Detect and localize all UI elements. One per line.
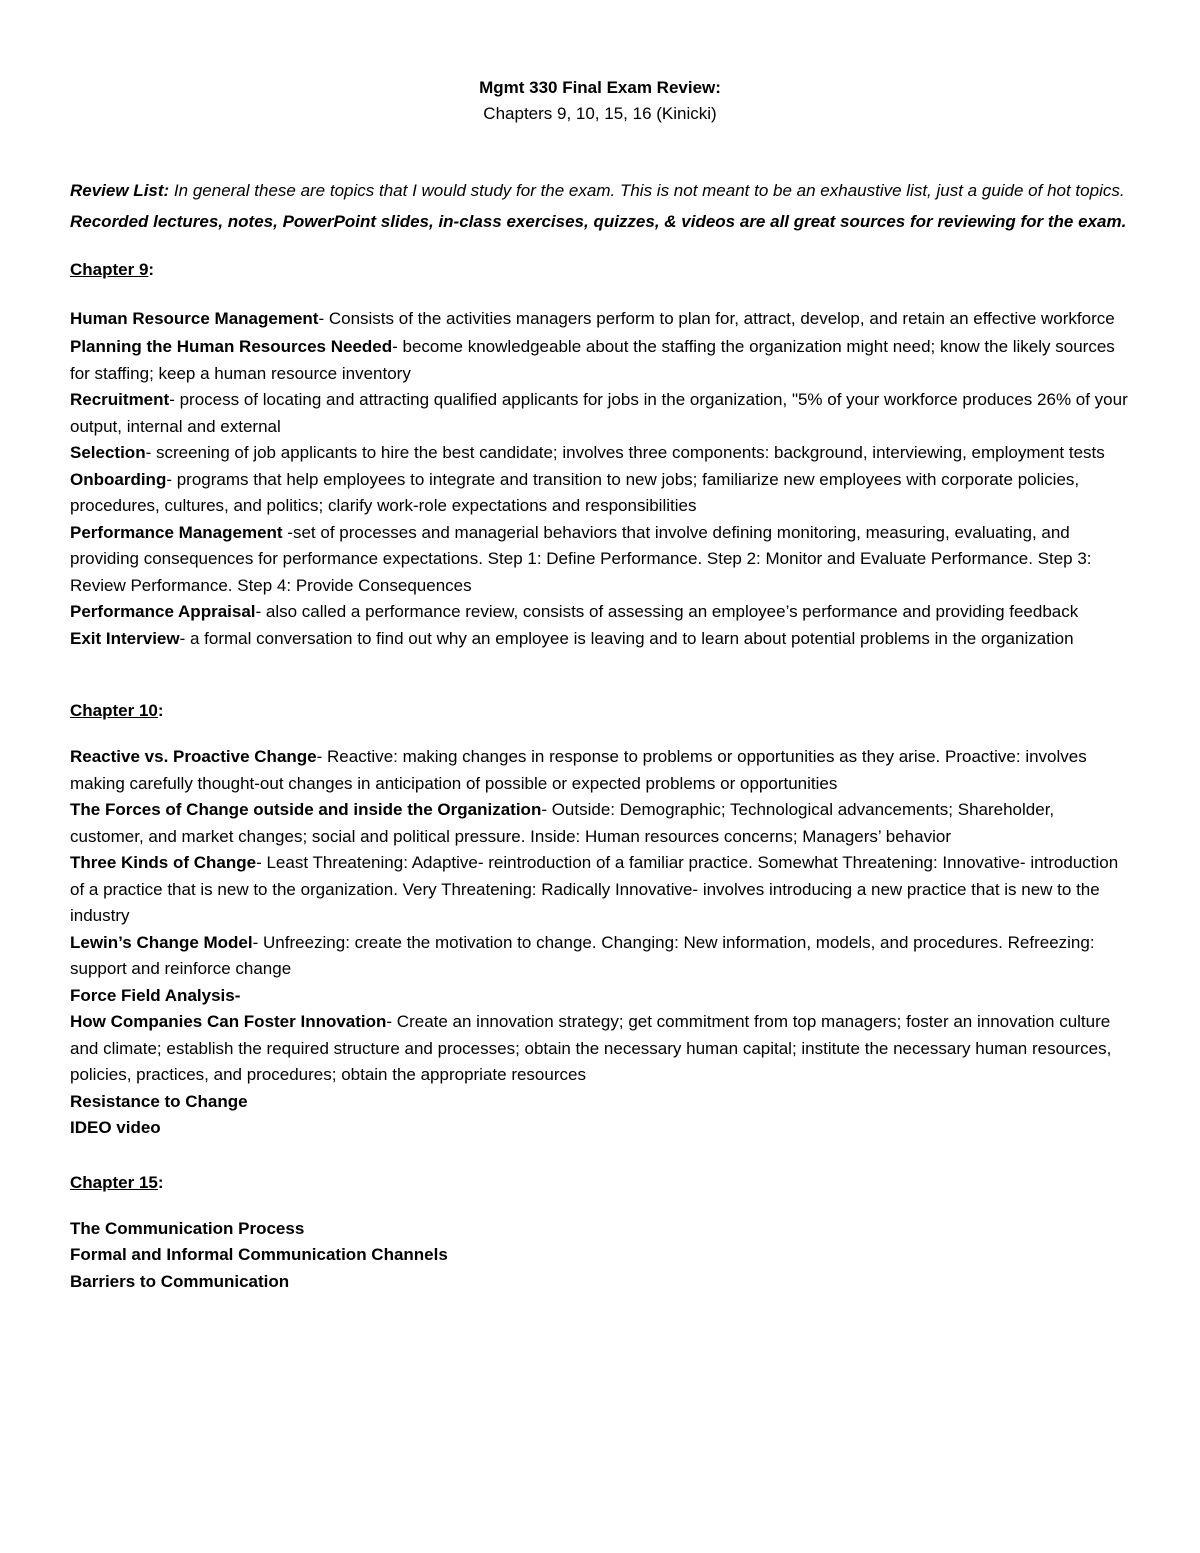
- review-list-label: Review List:: [70, 181, 170, 200]
- chapter-15-heading: [70, 1170, 1130, 1196]
- topic-term: Formal and Informal Communication Channels: [70, 1245, 448, 1264]
- topic-term: IDEO video: [70, 1118, 161, 1137]
- topic-definition: - Outside: Demographic; Technological advancements; Shareholder, customer, and market changes; social and political pressure. Inside: Human resources concerns; Managers’ behavior: [70, 800, 1055, 846]
- review-list-text: In general these are topics that I would study for the exam. This is not meant to be an exhaustive list, just a guide of hot topics.: [169, 181, 1125, 200]
- chapter-9-heading: [70, 257, 1130, 283]
- topic-definition: - programs that help employees to integrate and transition to new jobs; familiarize new employees with corporate policies, procedures, cultures, and politics; clarify work-role expectations and responsibilities: [70, 469, 1080, 515]
- topic-term: The Communication Process: [70, 1218, 305, 1238]
- chapter-heading-colon: :: [157, 1172, 164, 1192]
- topic-entry: [70, 930, 1130, 983]
- topic-definition: - Consists of the activities managers perform to plan for, attract, develop, and retain an effective workforce: [318, 309, 1115, 328]
- topic-entry: [70, 1242, 1130, 1269]
- topic-entry: [70, 599, 1130, 626]
- topic-term: Onboarding: [70, 469, 167, 489]
- topic-definition: - Create an innovation strategy; get commitment from top managers; foster an innovation culture and climate; establish the required structure and processes; obtain the necessary human capital; institute the necessary human resources, policies, practices, and procedures; obtain the appropriate resources: [70, 1012, 1112, 1084]
- topic-term: Three Kinds of Change: [70, 853, 257, 872]
- topic-entry: [70, 850, 1130, 930]
- topic-entry: [70, 744, 1130, 797]
- chapter-heading-text: Chapter 15: [70, 1172, 158, 1192]
- topic-term: Human Resource Management: [70, 309, 319, 328]
- topic-term: How Companies Can Foster Innovation: [70, 1012, 387, 1031]
- topic-term: Recruitment: [70, 390, 170, 409]
- topic-definition: - also called a performance review, consists of assessing an employee’s performance and providing feedback: [255, 602, 1079, 621]
- topic-term: Selection: [70, 443, 146, 462]
- chapter-heading-colon: :: [157, 701, 164, 720]
- review-list-sources: Recorded lectures, notes, PowerPoint slides, in-class exercises, quizzes, & videos are all great sources for reviewing for the exam.: [70, 212, 1127, 231]
- topic-entry: [70, 303, 1130, 334]
- topic-definition: - become knowledgeable about the staffing the organization might need; know the likely sources for staffing; keep a human resource inventory: [70, 337, 1115, 383]
- topic-entry: [70, 387, 1130, 440]
- topic-entry: [70, 1216, 1130, 1243]
- topic-term: Planning the Human Resources Needed: [70, 337, 393, 356]
- chapter-heading-text: Chapter 10: [70, 701, 158, 720]
- chapter-heading-text: Chapter 9: [70, 260, 149, 279]
- topic-definition: -set of processes and managerial behaviors that involve defining monitoring, measuring, evaluating, and providing consequences for performance expectations. Step 1: Define Performance. Step 2: Monitor and Evaluate Performance. Step 3: Review Performance. Step 4: Provide Consequences: [70, 522, 1092, 595]
- topic-term: Resistance to Change: [70, 1091, 248, 1111]
- chapter-15-topics: [70, 1216, 1130, 1296]
- topic-entry: [70, 467, 1130, 520]
- topic-term: Force Field Analysis-: [70, 985, 241, 1005]
- topic-definition: - Least Threatening: Adaptive- reintroduction of a familiar practice. Somewhat Threatening: Innovative- introduction of a practice that is new to the organization. Very Threatening: Radically Innovative- involves introducing a new practice that is new to the industry: [70, 853, 1119, 925]
- topic-entry: [70, 1089, 1130, 1116]
- topic-term: Reactive vs. Proactive Change: [70, 747, 317, 766]
- topic-term: Performance Management: [70, 522, 283, 542]
- topic-entry: [70, 626, 1130, 653]
- review-list-paragraph: [70, 175, 1130, 237]
- document-subtitle: Chapters 9, 10, 15, 16 (Kinicki): [483, 104, 717, 123]
- topic-entry: [70, 797, 1130, 850]
- topic-term: Lewin’s Change Model: [70, 932, 253, 952]
- topic-term: Barriers to Communication: [70, 1271, 290, 1291]
- topic-entry: [70, 1115, 1130, 1142]
- topic-definition: - screening of job applicants to hire the best candidate; involves three components: background, interviewing, employment tests: [145, 443, 1105, 462]
- chapter-10-topics: [70, 744, 1130, 1142]
- topic-entry: [70, 520, 1130, 600]
- document-title: Mgmt 330 Final Exam Review:: [479, 78, 721, 97]
- topic-term: Exit Interview: [70, 628, 180, 648]
- topic-entry: [70, 334, 1130, 387]
- topic-term: Performance Appraisal: [70, 602, 256, 621]
- topic-entry: [70, 1269, 1130, 1296]
- topic-definition: - Unfreezing: create the motivation to change. Changing: New information, models, and procedures. Refreezing: support and reinforce change: [70, 932, 1095, 978]
- chapter-heading-colon: :: [148, 260, 155, 279]
- topic-definition: - Reactive: making changes in response to problems or opportunities as they arise. Proactive: involves making carefully thought-out changes in anticipation of possible or expected problems or opportunities: [70, 747, 1087, 793]
- chapter-10-heading: [70, 698, 1130, 724]
- topic-entry: [70, 440, 1130, 467]
- chapter-9-topics: [70, 303, 1130, 652]
- topic-definition: - a formal conversation to find out why an employee is leaving and to learn about potential problems in the organization: [179, 628, 1074, 648]
- topic-term: The Forces of Change outside and inside the Organization: [70, 800, 542, 819]
- topic-definition: - process of locating and attracting qualified applicants for jobs in the organization, "5% of your workforce produces 26% of your output, internal and external: [70, 390, 1128, 436]
- document-page: [70, 70, 1130, 1295]
- topic-entry: [70, 1009, 1130, 1089]
- topic-entry: [70, 983, 1130, 1010]
